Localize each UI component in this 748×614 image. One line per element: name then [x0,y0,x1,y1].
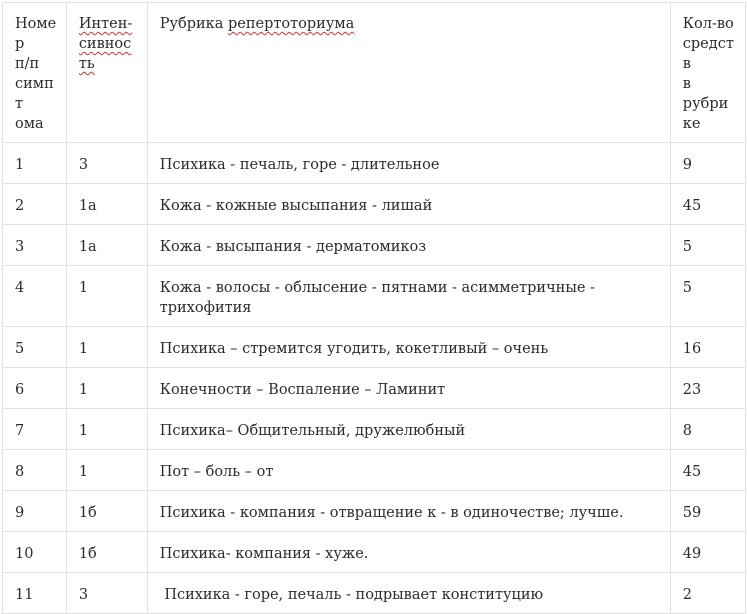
cell-number: 6 [3,368,67,409]
header-intensity-line: сивность [78,36,132,72]
cell-count: 2 [670,573,745,614]
header-count-line: в [682,76,691,92]
cell-count: 16 [670,327,745,368]
header-intensity [66,3,147,143]
table-row [3,532,746,573]
cell-intensity: 1 [66,266,147,327]
table-row [3,143,746,184]
cell-number: 1 [3,143,67,184]
table-row [3,573,746,614]
cell-intensity: 1б [66,532,147,573]
header-number-line: п/п [15,56,40,72]
cell-count: 45 [670,184,745,225]
header-count-line: рубрике [682,96,729,132]
header-count [670,3,745,143]
table-row [3,327,746,368]
cell-number: 8 [3,450,67,491]
cell-count: 45 [670,450,745,491]
table-row [3,450,746,491]
cell-rubric: Психика– Общительный, дружелюбный [147,409,670,450]
cell-rubric: Психика - печаль, горе - длительное [147,143,670,184]
table-row [3,491,746,532]
header-rubric-prefix: Рубрика [159,16,228,32]
cell-number: 7 [3,409,67,450]
cell-number: 11 [3,573,67,614]
cell-count: 9 [670,143,745,184]
cell-number: 10 [3,532,67,573]
cell-rubric: Кожа - высыпания - дерматомикоз [147,225,670,266]
cell-number: 2 [3,184,67,225]
cell-count: 59 [670,491,745,532]
repertory-table [2,2,746,614]
header-number [3,3,67,143]
table-row [3,266,746,327]
header-count-line: средств [682,36,734,72]
header-intensity-line: Интен- [78,16,133,32]
header-number-line: симпт [15,76,54,112]
cell-number: 3 [3,225,67,266]
cell-rubric: Психика - компания - отвращение к - в одиночестве; лучше. [147,491,670,532]
table-row [3,184,746,225]
cell-intensity: 1 [66,368,147,409]
cell-rubric: Психика – стремится угодить, кокетливый – очень [147,327,670,368]
header-count-line: Кол-во [682,16,734,32]
table-row [3,225,746,266]
cell-number: 9 [3,491,67,532]
header-rubric [147,3,670,143]
cell-rubric: Пот – боль – от [147,450,670,491]
cell-count: 23 [670,368,745,409]
cell-intensity: 1 [66,327,147,368]
table-row [3,368,746,409]
cell-rubric: Кожа - кожные высыпания - лишай [147,184,670,225]
cell-rubric: Конечности – Воспаление – Ламинит [147,368,670,409]
cell-intensity: 1а [66,184,147,225]
table-row [3,409,746,450]
cell-rubric: Кожа - волосы - облысение - пятнами - асимметричные - трихофития [147,266,670,327]
cell-count: 5 [670,225,745,266]
cell-number: 4 [3,266,67,327]
cell-intensity: 1б [66,491,147,532]
cell-intensity: 3 [66,143,147,184]
cell-count: 8 [670,409,745,450]
cell-count: 5 [670,266,745,327]
header-number-line: Номер [15,16,57,52]
header-rubric-misspelled-word: репертоториума [228,16,355,32]
cell-intensity: 1 [66,450,147,491]
cell-intensity: 1 [66,409,147,450]
cell-count: 49 [670,532,745,573]
header-row [3,3,746,143]
cell-number: 5 [3,327,67,368]
cell-intensity: 3 [66,573,147,614]
cell-intensity: 1а [66,225,147,266]
cell-rubric: Психика- компания - хуже. [147,532,670,573]
header-number-line: ома [15,116,44,132]
cell-rubric: Психика - горе, печаль - подрывает конституцию [147,573,670,614]
